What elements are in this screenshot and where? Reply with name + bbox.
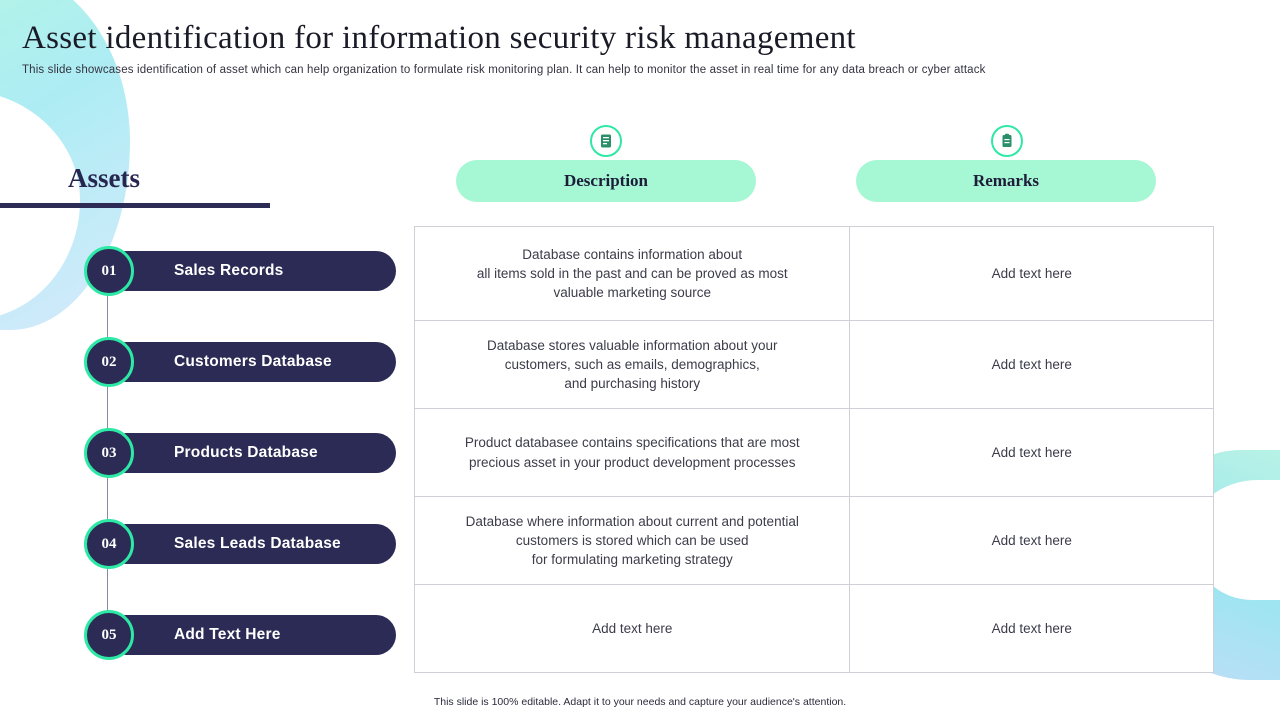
cell-description[interactable]: Add text here <box>415 585 850 673</box>
asset-pill[interactable] <box>106 524 396 564</box>
cell-remarks[interactable]: Add text here <box>850 585 1214 673</box>
table-row <box>415 409 1214 497</box>
asset-number-badge: 05 <box>84 610 134 660</box>
asset-number-badge: 04 <box>84 519 134 569</box>
clipboard-icon <box>991 125 1023 157</box>
table-row <box>415 585 1214 673</box>
asset-pill[interactable] <box>106 615 396 655</box>
column-header-description: Description <box>456 160 756 202</box>
asset-label: Sales Records <box>174 262 284 279</box>
assets-heading: Assets <box>68 163 140 193</box>
asset-table <box>414 226 1214 673</box>
cell-remarks[interactable]: Add text here <box>850 227 1214 321</box>
page-subtitle: This slide showcases identification of asset which can help organization to formulate risk monitoring plan. It can help to monitor the asset in real time for any data breach or cyber attack <box>22 64 986 76</box>
cell-remarks[interactable]: Add text here <box>850 321 1214 409</box>
asset-label: Customers Database <box>174 353 332 370</box>
asset-number-badge: 01 <box>84 246 134 296</box>
cell-description[interactable]: Database stores valuable information about your customers, such as emails, demographics, and purchasing history <box>415 321 850 409</box>
asset-label: Sales Leads Database <box>174 535 341 552</box>
list-item[interactable] <box>84 433 396 473</box>
assets-heading-underline <box>0 203 270 208</box>
cell-remarks[interactable]: Add text here <box>850 497 1214 585</box>
asset-number-badge: 03 <box>84 428 134 478</box>
cell-description[interactable]: Product databasee contains specifications that are most precious asset in your product development processes <box>415 409 850 497</box>
asset-label: Add Text Here <box>174 626 281 643</box>
page-title: Asset identification for information security risk management <box>22 20 856 56</box>
list-item[interactable] <box>84 615 396 655</box>
list-item[interactable] <box>84 342 396 382</box>
footer-note: This slide is 100% editable. Adapt it to your needs and capture your audience's attention. <box>433 696 847 708</box>
column-header-remarks: Remarks <box>856 160 1156 202</box>
list-item[interactable] <box>84 524 396 564</box>
asset-pill[interactable] <box>106 251 396 291</box>
cell-description[interactable]: Database where information about current and potential customers is stored which can be used for formulating marketing strategy <box>415 497 850 585</box>
asset-number-badge: 02 <box>84 337 134 387</box>
cell-remarks[interactable]: Add text here <box>850 409 1214 497</box>
list-item[interactable] <box>84 251 396 291</box>
asset-pill[interactable] <box>106 433 396 473</box>
document-icon <box>590 125 622 157</box>
cell-description[interactable]: Database contains information about all items sold in the past and can be proved as most valuable marketing source <box>415 227 850 321</box>
table-row <box>415 497 1214 585</box>
asset-label: Products Database <box>174 444 318 461</box>
table-row <box>415 227 1214 321</box>
table-row <box>415 321 1214 409</box>
asset-pill[interactable] <box>106 342 396 382</box>
